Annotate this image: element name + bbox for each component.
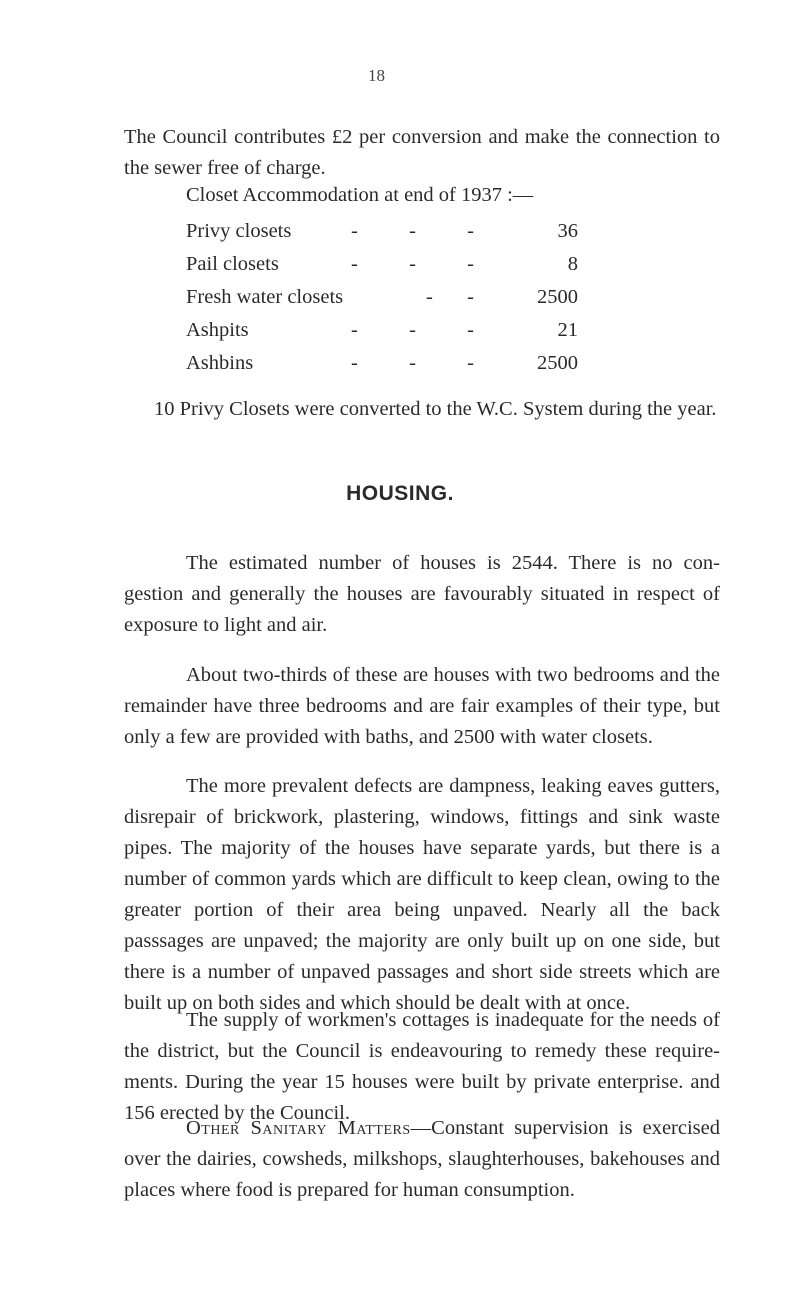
leader-dashes: - - — [426, 286, 474, 308]
other-sanitary-paragraph — [124, 1113, 720, 1206]
closet-value: 36 — [557, 220, 578, 242]
closet-value: 8 — [567, 253, 578, 275]
housing-paragraph: The estimated number of houses is 2544. There is no con- gestion and generally the houses are favourably situated in respect of exposure to light and air. — [124, 552, 720, 636]
closet-value: 2500 — [537, 286, 578, 308]
closet-row-privy — [186, 220, 578, 253]
intro-text: The Council contributes £2 per conversion and make the connection to the sewer free of charge. — [124, 126, 720, 179]
other-sanitary-lead: Other Sanitary Matters — [186, 1117, 411, 1139]
housing-paragraph: The more prevalent defects are dampness, leaking eaves gutters, disrepair of brickwork, plastering, windows, fittings and sink waste pipes. The majority of the houses have separate yards, but there is a number of common yards which are difficult to keep clean, owing to the greater portion of their area being unpaved. Nearly all the back passsages are unpaved; the majority are only built up on one side, but there is a number of unpaved passages and short side streets which are built up on both sides and which should be dealt with at once. — [124, 775, 720, 1014]
closet-label: Pail closets — [186, 253, 279, 275]
conversion-note: 10 Privy Closets were converted to the W.C. System during the year. — [154, 398, 717, 420]
closet-label: Ashpits — [186, 319, 249, 341]
leader-dashes: - - - — [351, 220, 474, 242]
closet-row-pail — [186, 253, 578, 286]
closet-label: Privy closets — [186, 220, 292, 242]
housing-heading: HOUSING. — [346, 482, 454, 505]
leader-dashes: - - - — [351, 352, 474, 374]
closet-row-ashpits — [186, 319, 578, 352]
intro-paragraph — [124, 122, 720, 184]
closet-row-ashbins — [186, 352, 578, 385]
closet-label: Ashbins — [186, 352, 254, 374]
closet-label: Fresh water closets — [186, 286, 344, 308]
leader-dashes: - - - — [351, 319, 474, 341]
closet-accommodation-list — [186, 220, 578, 385]
closet-value: 2500 — [537, 352, 578, 374]
leader-dashes: - - - — [351, 253, 474, 275]
housing-paragraph: About two-thirds of these are houses with two bedrooms and the remainder have three bedrooms and are fair examples of their type, but only a few are provided with baths, and 2500 with water closets. — [124, 664, 720, 748]
closet-accommodation-title: Closet Accommodation at end of 1937 :— — [186, 184, 534, 206]
closet-value: 21 — [557, 319, 578, 341]
page-number: 18 — [368, 66, 385, 85]
other-sanitary-text: —Constant supervision is exercised over the dairies, cowsheds, milkshops, slaughterhouses, bakehouses and places where food is prepared for human consumption. — [124, 1117, 720, 1201]
housing-paragraph: The supply of workmen's cottages is inadequate for the needs of the district, but the Council is endeavouring to remedy these require- ments. During the year 15 houses were built by private enterprise. and 156 erected by the Council. — [124, 1009, 720, 1124]
closet-row-fresh-water — [186, 286, 578, 319]
